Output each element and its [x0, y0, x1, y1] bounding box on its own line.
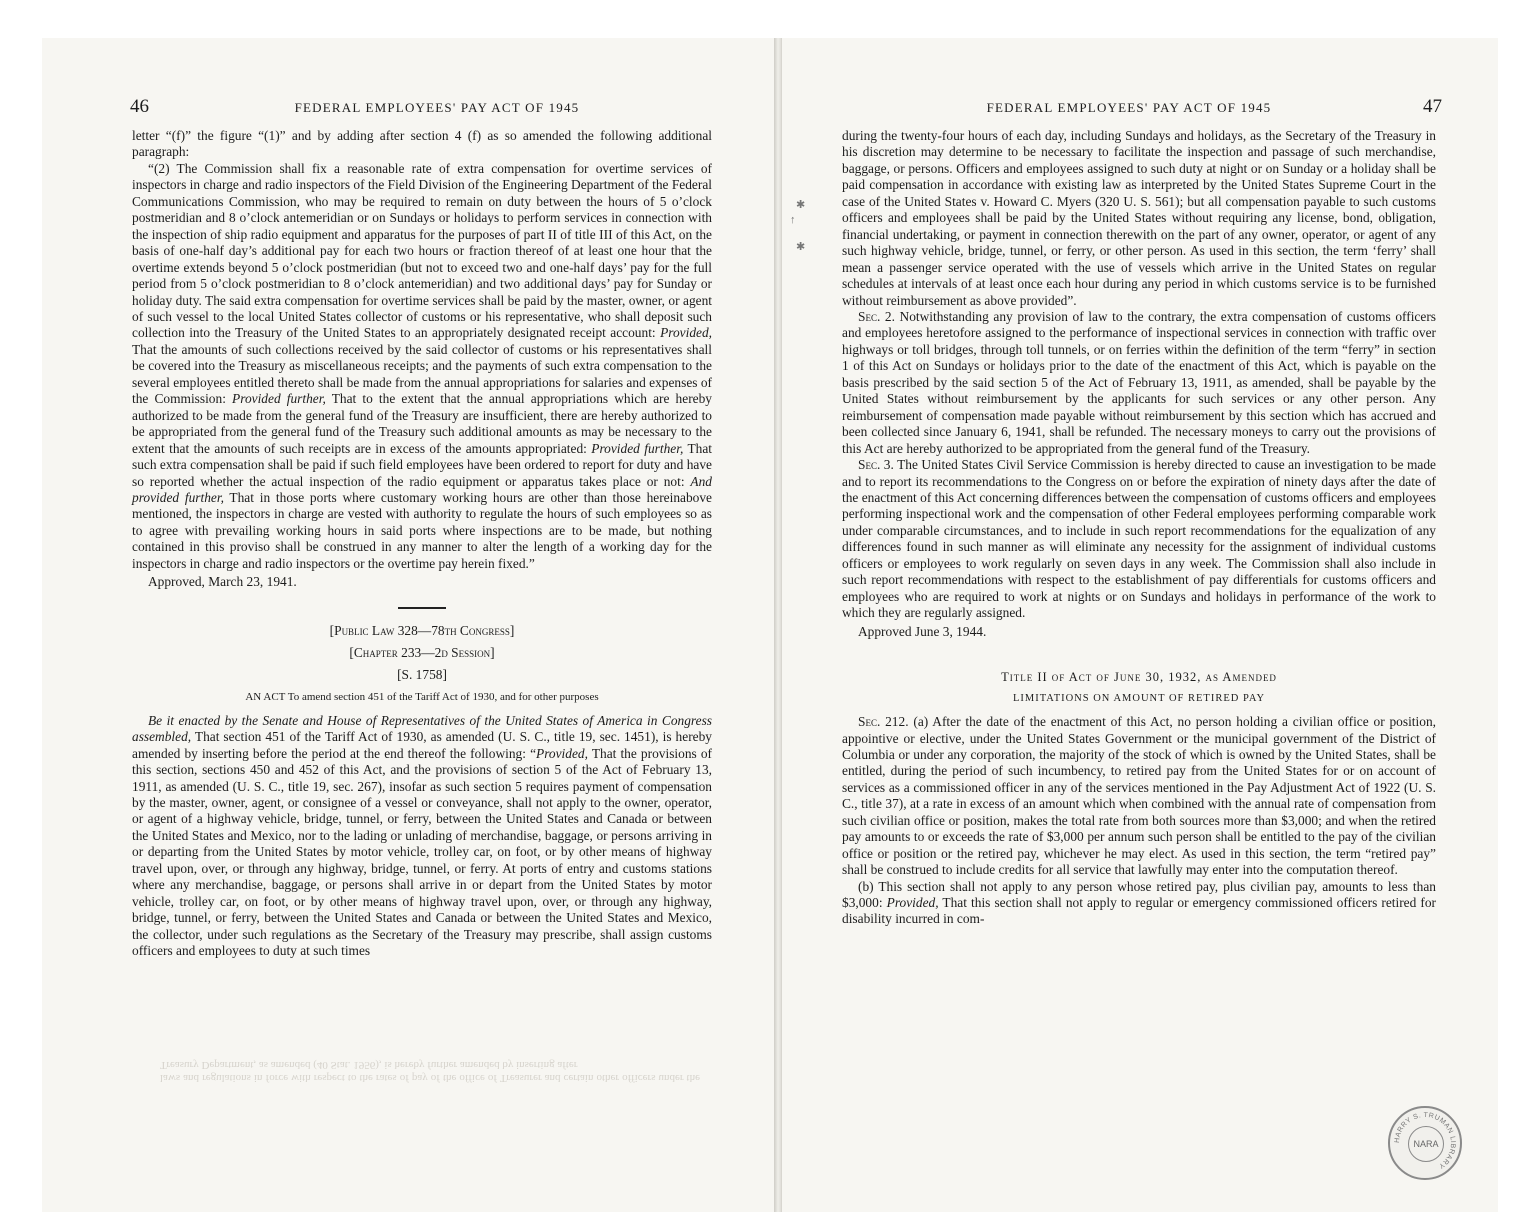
text-span: That this section shall not apply to regular or emergency commissioned officers retired for disability incurred in com-	[842, 895, 1436, 927]
act-title: AN ACT To amend section 451 of the Tariff Act of 1930, and for other purposes	[245, 690, 599, 703]
section-label: Sec. 2.	[858, 308, 895, 324]
text-span: Notwithstanding any provision of law to the contrary, the extra compensation of customs officers and employees heretofore assigned to the performance of inspectional services in connection with traffic over highways or toll bridges, through toll tunnels, or on ferries within the definition of the term “ferry” in section 1 of this Act on Sundays or holidays prior to the date of the enactment of this Act, which is payable on the basis prescribed by the said section 5 of the Act of February 13, 1911, as amended, shall be payable by the United States without reimbursement by the applicants for such services or any other person. Any reimbursement of compensation made payable without reimbursement by this section which has accrued and been collected since January 6, 1941, shall be refunded. The necessary moneys to carry out the provisions of this Act are hereby authorized to be appropriated from the general fund of the Treasury.	[842, 308, 1436, 456]
right-page	[781, 38, 1498, 1212]
text-span: (a) After the date of the enactment of this Act, no person holding a civilian office or position, appointive or elective, under the United States Government or the municipal government of the District of Columbia or under any corporation, the majority of the stock of which is owned by the United States, shall be entitled, during the period of such incumbency, to retired pay from the United States for or on account of services as a commissioned officer in any of the services mentioned in the Pay Adjustment Act of 1922 (U. S. C., title 37), at a rate in excess of an amount which when combined with the annual rate of compensation from such civilian office or position, makes the total rate from both sources more than $3,000; and when the retired pay amounts to or exceeds the rate of $3,000 per annum such person shall be entitled to the pay of the civilian office or position or the retired pay, whichever he may elect. As used in this section, the term “retired pay” shall be construed to include credits for all service that lawfully may enter into the computation thereof.	[842, 714, 1436, 878]
bleed-through-text: laws and regulations in force with respect to the rates of pay of the office of Treasurer and certain other officers under the Treasury Department, as amended (40 Stat. 1956), is hereby further amended by inserting after	[160, 1059, 700, 1084]
left-paragraph-1: letter “(f)” the figure “(1)” and by adding after section 4 (f) as so amended the following additional paragraph:	[132, 128, 712, 160]
text-span: (b) This section shall not apply to any person whose retired pay, plus civilian pay, amounts to less than $3,000:	[842, 878, 1436, 911]
proviso: Provided,	[660, 325, 712, 341]
section-label: Sec. 3.	[858, 457, 894, 473]
left-page	[42, 38, 777, 1212]
margin-mark: ✱	[796, 199, 806, 211]
right-running-head: FEDERAL EMPLOYEES' PAY ACT OF 1945	[986, 100, 1272, 115]
margin-mark: ↑	[790, 214, 796, 226]
svg-text:HARRY S. TRUMAN LIBRARY: HARRY S. TRUMAN LIBRARY	[1393, 1111, 1457, 1170]
section-3-paragraph	[842, 457, 1436, 622]
text-span: “(2) The Commission shall fix a reasonable rate of extra compensation for overtime services of inspectors in charge and radio inspectors of the Field Division of the Engineering Department of the Federal Communications Commission, who may be required to remain on duty between the hours of 5 o’clock postmeridian and 8 o’clock antemeridian or on Sundays or holidays to perform services in connection with the inspection of ship radio equipment and apparatus for the purposes of part II of title III of this Act, on the basis of one-half day’s additional pay for each two hours or fraction thereof of at least one hour that the overtime extends beyond 5 o’clock postmeridian (but not to exceed two and one-half days’ pay for the full period from 5 o’clock postmeridian to 8 o’clock antemeridian) and two additional days’ pay for Sunday or holiday duty. The said extra compensation for overtime services shall be paid by the master, owner, or agent of such vessel to the local United States collector of customs or his representative, who shall deposit such collection into the Treasury of the United States to an appropriately designated receipt account:	[132, 160, 712, 341]
public-law-heading: [Public Law 328—78th Congress]	[329, 622, 515, 638]
proviso: And provided further,	[132, 473, 712, 505]
library-stamp	[1388, 1106, 1462, 1180]
stamp-center-text: NARA	[1408, 1126, 1444, 1162]
text-span: That to the extent that the annual appropriations which are hereby authorized to be made from the general fund of the Treasury are insufficient, there are hereby authorized to be appropriated from the general fund of the Treasury such additional amounts as may be necessary to the extent that the amounts of such receipts are in excess of the amounts appropriated:	[132, 391, 712, 456]
title-ii-heading: Title II of Act of June 30, 1932, as Amended	[1001, 670, 1277, 685]
text-span: That the amounts of such collections received by the said collector of customs or his representatives shall be covered into the Treasury as miscellaneous receipts; and the payments of such extra compensation to the several employees entitled thereto shall be made from the annual appropriations for salaries and expenses of the Commission:	[132, 341, 712, 407]
right-page-number: 47	[1423, 96, 1442, 117]
enacting-clause: Be it enacted by the Senate and House of Representatives of the United States of America in Congress assembled,	[132, 712, 712, 745]
left-page-header	[132, 98, 712, 120]
right-approved-date: Approved June 3, 1944.	[858, 623, 987, 639]
proviso: Provided,	[886, 895, 939, 911]
limitations-subheading: LIMITATIONS ON AMOUNT OF RETIRED PAY	[1012, 693, 1266, 705]
section-212-paragraph	[842, 714, 1436, 879]
margin-mark: ✱	[796, 241, 806, 253]
section-2-paragraph	[842, 309, 1436, 457]
text-span: The United States Civil Service Commission is hereby directed to cause an investigation to be made and to report its recommendations to the Congress on or before the expiration of ninety days after the date of the enactment of this Act concerning differences between the compensation of customs officers and employees performing inspectional work and the compensation of other Federal employees performing comparable work under comparable circumstances, and to include in such report recommendations for the equalization of any differences found in such manner as will eliminate any necessity for the assignment of individual customs officers or employees to work regularly on seven days in any week. The Commission shall also include in such report recommendations with respect to the establishment of pay differentials for customs officers and employees who are required to work at nights or on Sundays and holidays in performance of the work to which they are regularly assigned.	[842, 457, 1436, 621]
text-span: That in those ports where customary working hours are other than those hereinabove mentioned, the inspectors in charge are vested with authority to regulate the hours of such employees so as to agree with prevailing working hours in said ports where inspections are to be made, but nothing contained in this proviso shall be construed in any manner to alter the length of a working day for the inspectors in charge and radio inspectors or the overtime pay herein fixed.”	[132, 489, 712, 571]
text-span: That section 451 of the Tariff Act of 1930, as amended (U. S. C., title 19, sec. 1451), is hereby amended by inserting before the period at the end thereof the following: “	[132, 729, 712, 761]
section-label: Sec. 212.	[858, 714, 909, 730]
right-paragraph-1: during the twenty-four hours of each day, including Sundays and holidays, as the Secretary of the Treasury in his discretion may determine to be necessary to facilitate the inspection and passage of such merchandise, baggage, or persons. Officers and employees assigned to such duty at night or on Sunday or a holiday shall be paid compensation in accordance with existing law as interpreted by the United States Supreme Court in the case of the United States v. Howard C. Myers (320 U. S. 561); but all compensation payable to such customs officers and employees shall be paid by the United States without requiring any license, bond, obligation, financial undertaking, or payment in connection therewith on the part of any owner, operator, or agent of any such highway vehicle, bridge, tunnel, or ferry, or other person. As used in this section, the term ‘ferry’ shall mean a passenger service operated with the use of vessels which arrive in the United States on regular schedules at intervals of at least once each hour during any period in which customs service is to be furnished without reimbursement as above provided”.	[842, 128, 1436, 308]
section-divider	[398, 607, 446, 609]
text-span: That the provisions of this section, sections 450 and 452 of this Act, and the provisions of section 5 of the Act of February 13, 1911, as amended (U. S. C., title 19, sec. 267), insofar as such section 5 requires payment of compensation by the master, owner, agent, or consignee of a vessel or conveyance, shall not apply to the owner, operator, or agent of a highway vehicle, bridge, tunnel, or ferry, between the United States and Canada or between the United States and Mexico, nor to the lading or unlading of merchandise, baggage, or persons arriving in or departing from the United States by motor vehicle, trolley car, on foot, or by other means of highway travel upon, over, or through any highway, bridge, tunnel, or ferry. At ports of entry and customs stations where any merchandise, baggage, or persons shall arrive in or depart from the United States by motor vehicle, trolley car, on foot, or by other means of highway travel upon, over, or through any highway, bridge, tunnel, or ferry, between the United States and Canada or between the United States and Mexico, the collector, under such regulations as the Secretary of the Treasury may prescribe, shall assign customs officers and employees to duty at such times	[132, 745, 712, 959]
bill-number: [S. 1758]	[397, 666, 447, 682]
left-page-number: 46	[130, 96, 149, 117]
left-paragraph-2	[132, 161, 712, 572]
right-page-header	[842, 96, 1442, 120]
proviso: Provided further,	[591, 440, 684, 456]
section-212-b-paragraph	[842, 879, 1436, 928]
left-approved-date: Approved, March 23, 1941.	[148, 574, 297, 590]
proviso: Provided further,	[232, 391, 326, 407]
text-span: That such extra compensation shall be paid if such field employees have been ordered to report for duty and have so reported whether the actual inspection of the radio equipment or apparatus takes place or not:	[132, 440, 712, 489]
proviso: Provided,	[536, 745, 588, 761]
left-running-head: FEDERAL EMPLOYEES' PAY ACT OF 1945	[294, 100, 580, 115]
chapter-heading: [Chapter 233—2d Session]	[349, 644, 495, 660]
left-paragraph-3	[132, 713, 712, 960]
